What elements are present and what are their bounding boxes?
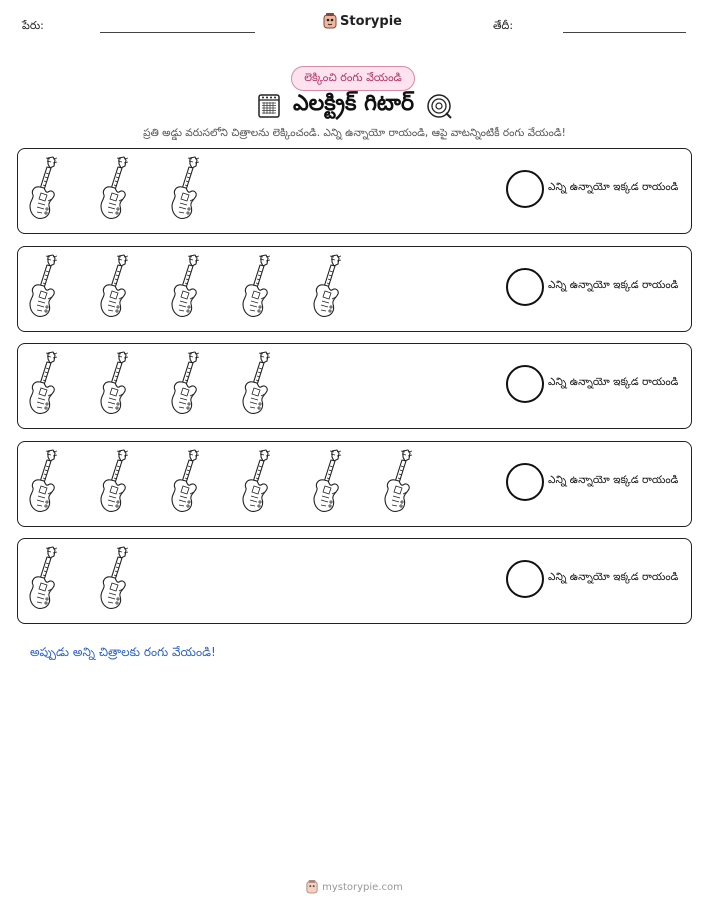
counting-row	[17, 148, 692, 234]
guitar-group	[28, 156, 202, 226]
site-footer	[0, 880, 709, 894]
brand-logo	[323, 13, 402, 29]
electric-guitar-icon	[170, 254, 202, 320]
electric-guitar-icon	[28, 254, 60, 320]
answer-prompt: ఎన్ని ఉన్నాయో ఇక్కడ రాయండి	[548, 571, 679, 583]
answer-circle[interactable]	[506, 463, 544, 501]
electric-guitar-icon	[170, 449, 202, 515]
guitar-group	[28, 254, 344, 324]
answer-prompt: ఎన్ని ఉన్నాయో ఇక్కడ రాయండి	[548, 376, 679, 388]
electric-guitar-icon	[99, 546, 131, 612]
electric-guitar-icon	[28, 449, 60, 515]
brand-name: Storypie	[340, 13, 402, 29]
electric-guitar-icon	[170, 351, 202, 417]
answer-prompt: ఎన్ని ఉన్నాయో ఇక్కడ రాయండి	[548, 279, 679, 291]
electric-guitar-icon	[99, 449, 131, 515]
activity-badge: లెక్కించి రంగు వేయండి	[291, 66, 415, 91]
amplifier-icon	[257, 93, 281, 119]
counting-row	[17, 343, 692, 429]
electric-guitar-icon	[99, 351, 131, 417]
counting-row	[17, 246, 692, 332]
instructions: ప్రతి అడ్డు వరుసలోని చిత్రాలను లెక్కించండి. ఎన్ని ఉన్నాయో రాయండి, ఆపై వాటన్నింటికీ రంగు వేయండి!	[143, 127, 566, 139]
answer-circle[interactable]	[506, 365, 544, 403]
guitar-group	[28, 351, 273, 421]
counting-row	[17, 441, 692, 527]
answer-prompt: ఎన్ని ఉన్నాయో ఇక్కడ రాయండి	[548, 181, 679, 193]
electric-guitar-icon	[28, 156, 60, 222]
electric-guitar-icon	[241, 254, 273, 320]
electric-guitar-icon	[312, 449, 344, 515]
electric-guitar-icon	[241, 351, 273, 417]
title-row	[0, 90, 709, 122]
electric-guitar-icon	[241, 449, 273, 515]
name-label: పేరు:	[22, 19, 44, 32]
site-url: mystorypie.com	[322, 881, 403, 893]
guitar-cable-icon	[426, 93, 452, 119]
page-title: ఎలక్ట్రిక్ గిటార్	[292, 91, 415, 116]
date-label: తేదీ:	[493, 19, 514, 32]
answer-circle[interactable]	[506, 560, 544, 598]
answer-circle[interactable]	[506, 268, 544, 306]
electric-guitar-icon	[28, 546, 60, 612]
footer-note: అప్పుడు అన్ని చిత్రాలకు రంగు వేయండి!	[30, 645, 216, 659]
electric-guitar-icon	[312, 254, 344, 320]
counting-row	[17, 538, 692, 624]
electric-guitar-icon	[28, 351, 60, 417]
electric-guitar-icon	[170, 156, 202, 222]
storypie-mascot-icon	[306, 880, 318, 894]
electric-guitar-icon	[383, 449, 415, 515]
name-line[interactable]	[100, 32, 255, 33]
answer-prompt: ఎన్ని ఉన్నాయో ఇక్కడ రాయండి	[548, 474, 679, 486]
guitar-group	[28, 449, 415, 519]
date-line[interactable]	[563, 32, 686, 33]
storypie-mascot-icon	[323, 13, 337, 29]
electric-guitar-icon	[99, 156, 131, 222]
electric-guitar-icon	[99, 254, 131, 320]
guitar-group	[28, 546, 131, 616]
answer-circle[interactable]	[506, 170, 544, 208]
